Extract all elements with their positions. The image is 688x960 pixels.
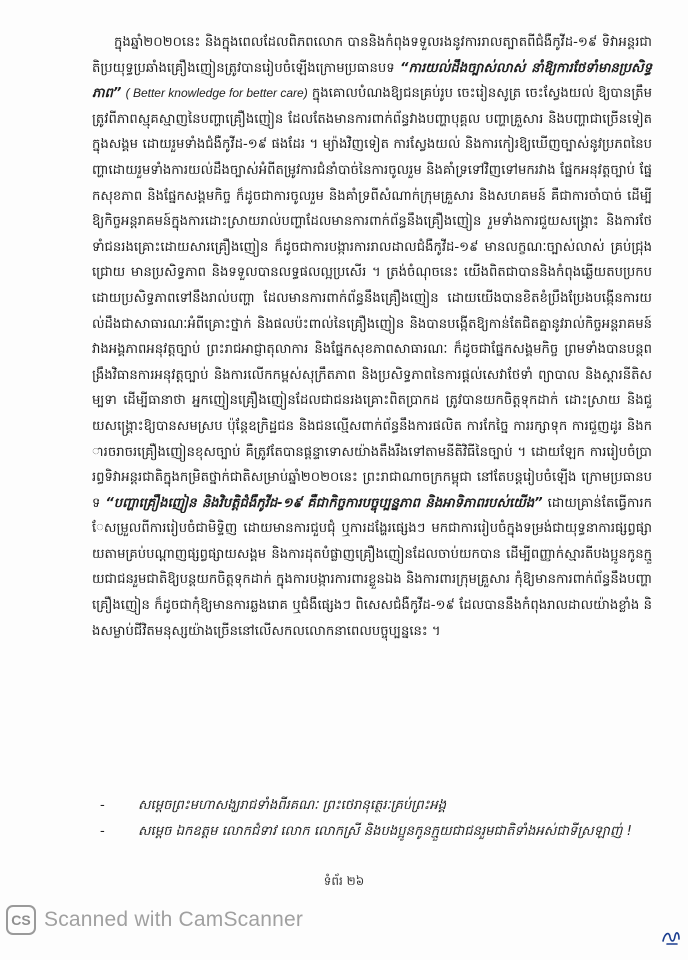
page-number: ទំព័រ ២៦	[323, 874, 365, 888]
wish-item	[100, 794, 650, 818]
main-paragraph	[92, 30, 652, 644]
wish-text: សម្ដេច ឯកឧត្ដម លោកជំទាវ លោក លោកស្រី និងបងប្អូនកូនក្មួយជាជនរួមជាតិទាំងអស់ជាទីស្រឡាញ់ !	[138, 824, 632, 839]
camscanner-watermark	[6, 900, 303, 940]
initials-signature-icon	[660, 927, 682, 952]
paragraph-sentence-2: ក្នុងគោលបំណងឱ្យជនគ្រប់រូប ចេះរៀនសូត្រ ចេះស្វែងយល់ ឱ្យបានត្រឹមត្រូវពីភាពស្មុគស្មាញនៃបញ្ហាគ្រឿងញៀន ដែលតែងមានការពាក់ព័ន្ធវាងបញ្ហាបុគ្គល បញ្ហាគ្រួសារ និងបញ្ហាជាច្រើនទៀតក្នុងសង្គម ដោយរួមទាំងជំងឺកូវីដ-១៩ ផងដែរ ។ ម្យ៉ាងវិញទៀត ការស្វែងយល់ និងការកៀរឱ្យឃើញច្បាស់នូវប្រភពនៃបញ្ហាដោយរួមទាំងការយល់ដឹងច្បាស់អំពីតម្រូវការជំនាំបាច់នៃការចូលរួម និងគាំទ្រទៅវិញទៅមករវាង ផ្នែកអនុវត្តច្បាប់ ផ្នែកសុខភាព និងផ្នែកសង្គមកិច្ច ក៏ដូចជាការចូលរួម និងគាំទ្រពីសំណាក់ក្រុមគ្រួសារ និងសហគមន៍ គឺជាការចាំបាច់ ដើម្បីឱ្យកិច្ចអន្តរាគមន៍ក្នុងការដោះស្រាយរាល់បញ្ហាដែលមានការពាក់ព័ន្ធនឹងគ្រឿងញៀន រួមទាំងការជួយសង្គ្រោះ និងការថែទាំជនរងគ្រោះដោយសារគ្រឿងញៀន ក៏ដូចជាការបង្ការការរាលដាលជំងឺកូវីដ-១៩ មានលក្ខណៈច្បាស់លាស់ គ្រប់ជ្រុងជ្រោយ មានប្រសិទ្ធភាព និងទទួលបានលទ្ធផលល្អប្រសើរ ។ ត្រង់ចំណុចនេះ យើងពិតជាបាននិងកំពុងឆ្លើយតបប្រកបដោយប្រសិទ្ធភាពទៅនឹងរាល់បញ្ហា ដែលមានការពាក់ព័ន្ធនឹងគ្រឿងញៀន ដោយយើងបានខិតខំប្រឹងប្រែងបង្កើនការយល់ដឹងជាសាធារណៈអំពីគ្រោះថ្នាក់ និងផលប៉ះពាល់នៃគ្រឿងញៀន និងបានបង្កើតឱ្យកាន់តែជិតគ្នានូវរាល់កិច្ចអន្តរាគមន៍វាងអង្គភាពអនុវត្តច្បាប់ ព្រះរាជអាជ្ញាតុលាការ និងផ្នែកសុខភាពសាធារណៈ ក៏ដូចជាផ្នែកសង្គមកិច្ច ព្រមទាំងបានបន្តពង្រឹងវិធានការអនុវត្តច្បាប់ និងការលើកកម្ពស់សុក្រឹតភាព និងប្រសិទ្ធភាពនៃការផ្តល់សេវាថែទាំ ព្យាបាល និងស្តារនីតិសម្បទា ដើម្បីធានាថា អ្នកញៀនគ្រឿងញៀនដែលជាជនរងគ្រោះពិតប្រាកដ ត្រូវបានយកចិត្តទុកដាក់ ដោះស្រាយ និងជួយសង្គ្រោះឱ្យបានសមស្រប ប៉ុន្តែឧក្រិដ្ឋជន និងជនល្មើសពាក់ព័ន្ធនឹងការផលិត ការកែច្នៃ ការរក្សាទុក ការជួញដូរ និងការចរាចរគ្រឿងញៀនខុសច្បាប់ គឺត្រូវតែបានផ្តន្ទាទោសយ៉ាងតឹងរឹងទៅតាមនីតិវិធីនៃច្បាប់ ។ ដោយឡែក ការរៀបចំប្រារព្ធទិវាអន្តរជាតិក្នុងកម្រិតថ្នាក់ជាតិសម្រាប់ឆ្នាំ២០២០នេះ ព្រះរាជាណាចក្រកម្ពុជា នៅតែបន្តរៀបចំឡើង ក្រោមប្រធានបទ	[92, 86, 652, 511]
bullet-dash: -	[100, 824, 105, 839]
camscanner-watermark-text: Scanned with CamScanner	[44, 908, 304, 931]
international-theme-english: ( Better knowledge for better care)	[125, 86, 308, 101]
wish-item	[100, 820, 650, 844]
signature-scribble-icon	[660, 927, 682, 947]
paragraph-sentence-1: ក្នុងឆ្នាំ២០២០នេះ និងក្នុងពេលដែលពិភពលោក បាននិងកំពុងទទួលរងនូវការរាលត្បាតពីជំងឺកូវីដ-១៩ ទិវាអន្តរជាតិប្រយុទ្ធប្រឆាំងគ្រឿងញៀនត្រូវបានរៀបចំឡើងក្រោមប្រធានបទ	[92, 35, 652, 76]
national-theme: “បញ្ហាគ្រឿងញៀន និងវិបត្តិជំងឺកូវីដ-១៩ គឺជាកិច្ចការបច្ចុប្បន្នភាព និងអាទិភាពរបស់យើង”	[105, 495, 543, 511]
wish-text: សម្ដេចព្រះមហាសង្ឃរាជទាំងពីរគណៈ ព្រះថេរានុត្ថេរៈគ្រប់ព្រះអង្គ	[138, 798, 447, 813]
wishes-list	[100, 794, 650, 846]
international-theme-khmer: “ការយល់ដឹងច្បាស់លាស់ នាំឱ្យការថែទាំមានប្រសិទ្ធភាព”	[92, 60, 652, 102]
camscanner-logo-icon: CS	[6, 905, 36, 935]
bullet-dash: -	[100, 798, 105, 813]
main-paragraph-block	[92, 30, 652, 644]
paragraph-sentence-3: ដោយគ្រាន់តែធ្វើការកែសម្រួលពីការរៀបចំជាមិទ្ទិញ ដោយមានការជួបជុំ ឬការដង្ហែរផ្សេងៗ មកជាការរៀបចំក្នុងទម្រង់ជាយុទ្ធនាការផ្សព្វផ្សាយតាមគ្រប់បណ្តាញផ្សព្វផ្សាយសង្គម និងការដុតបំផ្លាញគ្រឿងញៀនដែលចាប់យកបាន ដើម្បីពញ្ញាក់ស្មារតីបងប្អូនកូនក្មួយជាជនរួមជាតិឱ្យបន្តយកចិត្តទុកដាក់ ក្នុងការបង្ការការពារខ្លួនឯង និងការពារក្រុមគ្រួសារ កុំឱ្យមានការពាក់ព័ន្ធនឹងបញ្ហាគ្រឿងញៀន ក៏ដូចជាកុំឱ្យមានការឆ្លងរោគ ឬជំងឺផ្សេងៗ ពិសេសជំងឺកូវីដ-១៩ ដែលបាននឹងកំពុងរាលដាលយ៉ាងខ្លាំង និងសម្លាប់ជីវិតមនុស្សយ៉ាងច្រើននៅលើសកលលោកនាពេលបច្ចុប្បន្ននេះ ។	[92, 495, 652, 639]
